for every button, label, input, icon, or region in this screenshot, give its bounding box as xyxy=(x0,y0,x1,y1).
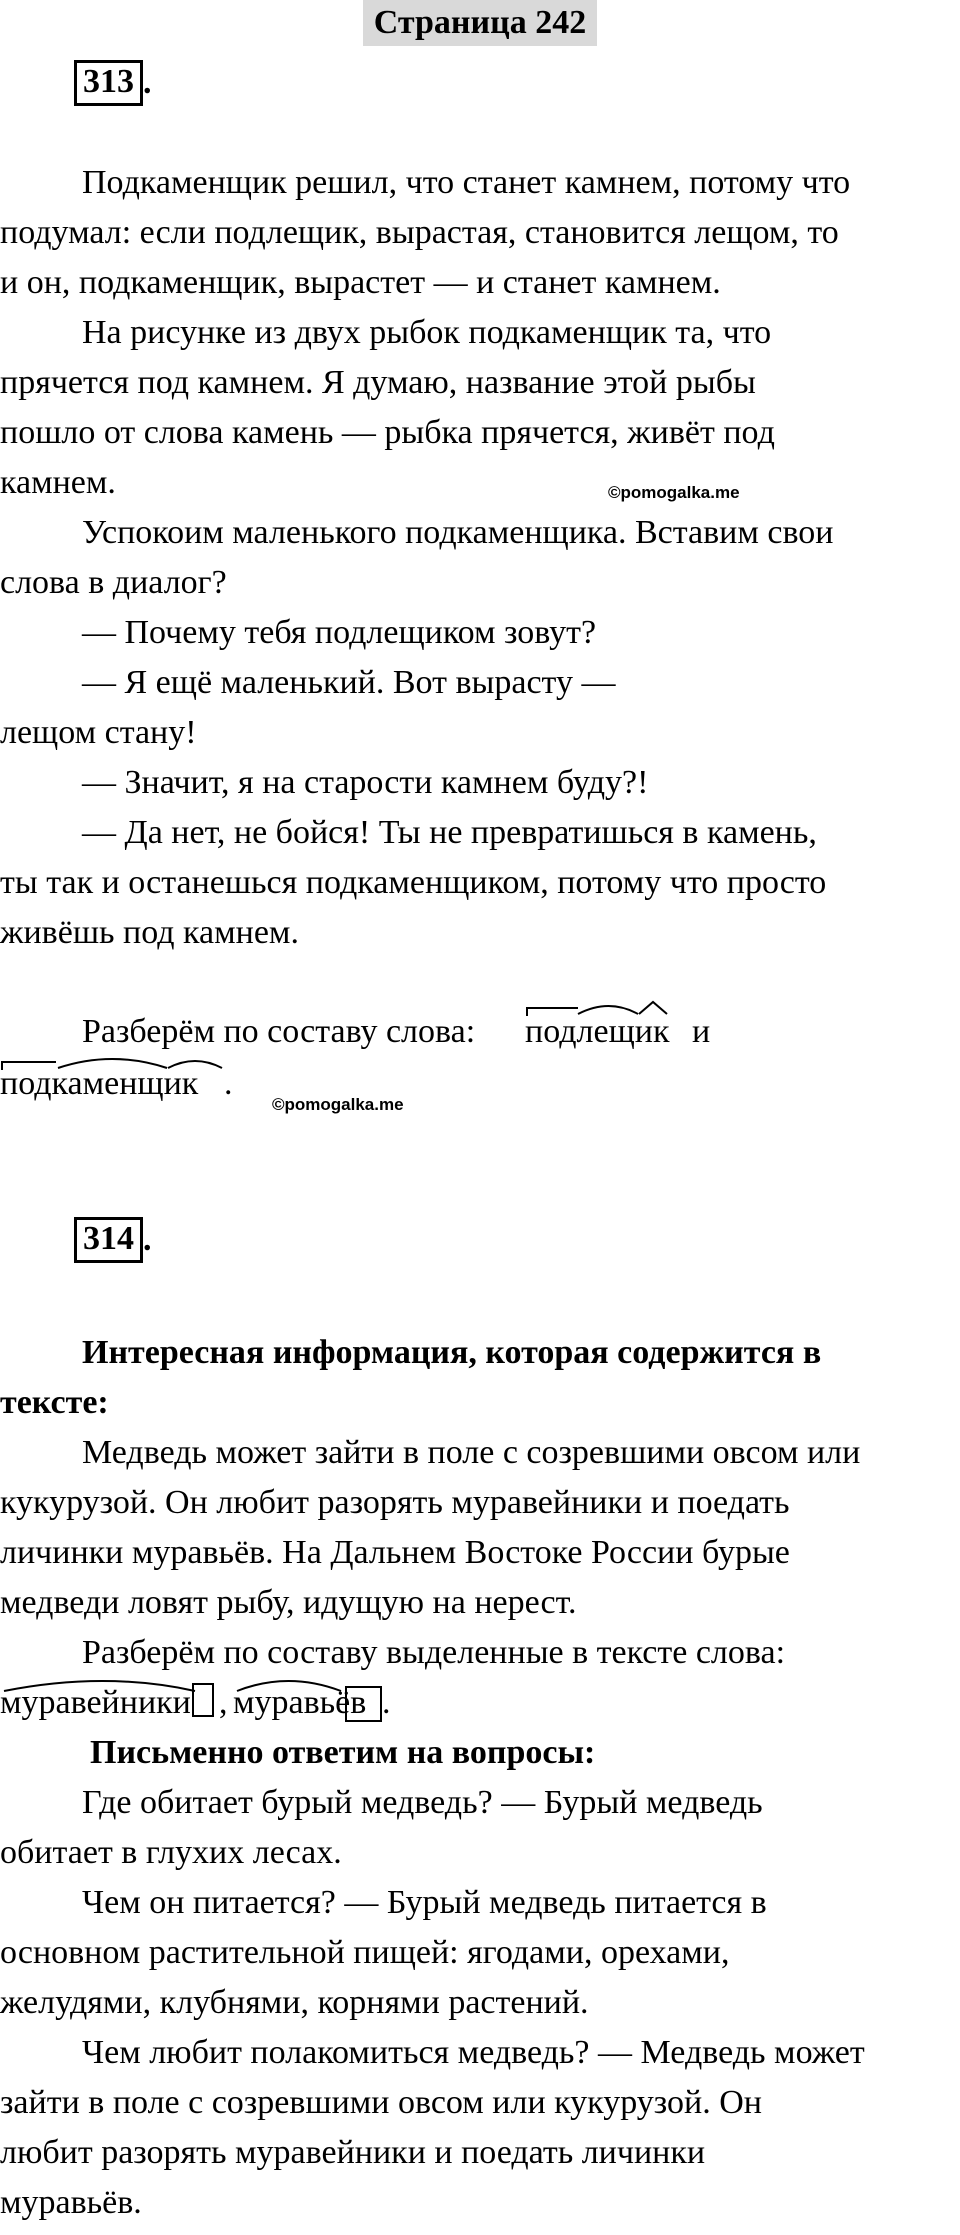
morpheme-word-podleshchik xyxy=(525,1000,695,1054)
dialog-line: — Да нет, не бойся! Ты не превратишься в камень, xyxy=(82,814,817,851)
parse-end: . xyxy=(382,1684,391,1721)
parse-word: подкаменщик xyxy=(0,1065,199,1102)
ex314-line: Медведь может зайти в поле с созревшими овсом или xyxy=(82,1434,861,1471)
answer-line: желудями, клубнями, корнями растений. xyxy=(0,1984,589,2021)
ending-box xyxy=(192,1683,214,1717)
answer-line: любит разорять муравейники и поедать личинки xyxy=(0,2134,706,2171)
exercise-313-number xyxy=(74,60,152,106)
parse-comma: , xyxy=(219,1684,228,1721)
ex313-line: Подкаменщик решил, что станет камнем, потому что xyxy=(82,164,851,201)
ex313-line: подумал: если подлещик, вырастая, становится лещом, то xyxy=(0,214,839,251)
answer-line: Чем он питается? — Бурый медведь питается в xyxy=(82,1884,767,1921)
page-title: Страница 242 xyxy=(363,0,597,46)
parse-and: и xyxy=(692,1013,711,1050)
ex313-line: камнем. xyxy=(0,464,116,501)
answer-line: основном растительной пищей: ягодами, орехами, xyxy=(0,1934,730,1971)
parse-word: муравейники xyxy=(0,1683,214,1723)
ex313-line: и он, подкаменщик, вырастет — и станет камнем. xyxy=(0,264,721,301)
section-heading: Интересная информация, которая содержится в xyxy=(82,1334,822,1371)
ex313-line: На рисунке из двух рыбок подкаменщик та, что xyxy=(82,314,772,351)
exercise-number-box: 314 xyxy=(74,1217,143,1263)
dialog-line: — Значит, я на старости камнем буду?! xyxy=(82,764,649,801)
answer-line: муравьёв. xyxy=(0,2184,142,2221)
ex314-line: личинки муравьёв. На Дальнем Востоке России бурые xyxy=(0,1534,790,1571)
ex313-line: прячется под камнем. Я думаю, название этой рыбы xyxy=(0,364,756,401)
parse-word: муравьёв xyxy=(233,1684,367,1721)
exercise-number-dot: . xyxy=(143,1221,152,1258)
dialog-line: — Я ещё маленький. Вот вырасту — xyxy=(82,664,616,701)
dialog-line: лещом стану! xyxy=(0,714,197,751)
parse-intro: Разберём по составу слова: xyxy=(82,1013,476,1050)
ex314-line: Разберём по составу выделенные в тексте слова: xyxy=(82,1634,786,1671)
ex314-line: медведи ловят рыбу, идущую на нерест. xyxy=(0,1584,577,1621)
answer-line: обитает в глухих лесах. xyxy=(0,1834,342,1871)
answer-line: зайти в поле с созревшими овсом или кукурузой. Он xyxy=(0,2084,762,2121)
answer-line: Чем любит полакомиться медведь? — Медведь может xyxy=(82,2034,865,2071)
morpheme-word-podkamenshchik xyxy=(0,1052,240,1106)
morpheme-word-muraveyniki xyxy=(0,1671,240,1725)
ex313-line: живёшь под камнем. xyxy=(0,914,299,951)
section-heading: Письменно ответим на вопросы: xyxy=(90,1734,596,1771)
exercise-number-dot: . xyxy=(143,64,152,101)
answer-line: Где обитает бурый медведь? — Бурый медведь xyxy=(82,1784,763,1821)
ex313-line: слова в диалог? xyxy=(0,564,227,601)
watermark: ©pomogalka.me xyxy=(608,483,740,502)
watermark: ©pomogalka.me xyxy=(272,1095,404,1114)
parse-word: подлещик xyxy=(525,1013,670,1050)
ex313-line: ты так и останешься подкаменщиком, потому что просто xyxy=(0,864,827,901)
section-heading: тексте: xyxy=(0,1384,109,1421)
parse-end: . xyxy=(224,1065,233,1102)
exercise-number-box: 313 xyxy=(74,60,143,106)
ex314-line: кукурузой. Он любит разорять муравейники и поедать xyxy=(0,1484,790,1521)
ex313-line: пошло от слова камень — рыбка прячется, живёт под xyxy=(0,414,775,451)
dialog-line: — Почему тебя подлещиком зовут? xyxy=(82,614,597,651)
ex313-line: Успокоим маленького подкаменщика. Вставим свои xyxy=(82,514,834,551)
exercise-314-number xyxy=(74,1217,152,1263)
